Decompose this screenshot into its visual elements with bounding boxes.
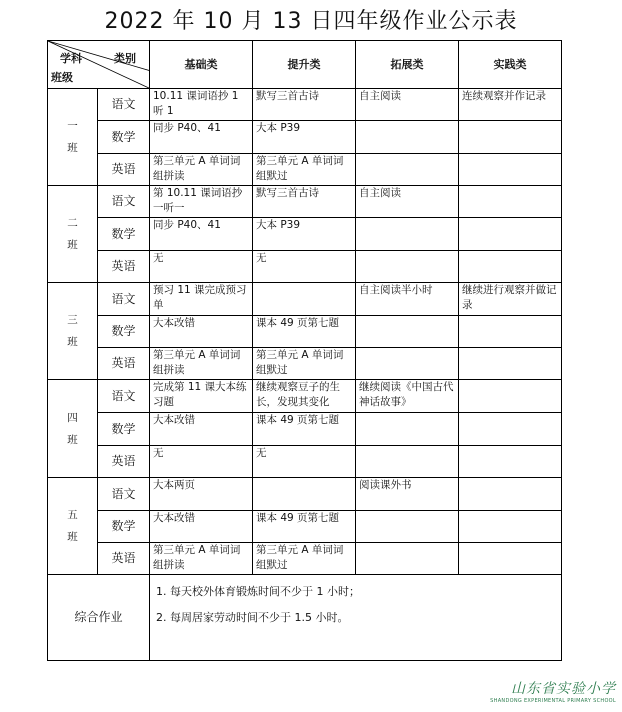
cell-advanced: 第三单元 A 单词词组默过 <box>253 348 356 380</box>
cell-basic: 第 10.11 课词语抄一听一 <box>150 186 253 218</box>
table-row <box>48 446 562 478</box>
table-row <box>48 413 562 446</box>
class-name-char: 班 <box>67 531 78 543</box>
cell-basic: 预习 11 课完成预习单 <box>150 283 253 316</box>
class-name-char: 班 <box>67 239 78 251</box>
class-name-cell <box>48 380 98 478</box>
cell-basic: 大本两页 <box>150 478 253 511</box>
class-name-char: 五 <box>67 509 78 521</box>
table-row <box>48 511 562 543</box>
summary-row <box>48 575 562 661</box>
cell-extension: 阅读课外书 <box>356 478 459 511</box>
cell-practice <box>459 251 562 283</box>
cell-extension <box>356 446 459 478</box>
cell-advanced <box>253 283 356 316</box>
cell-basic: 第三单元 A 单词词组拼读 <box>150 154 253 186</box>
subject-cell: 语文 <box>98 186 150 218</box>
logo-subtext: SHANDONG EXPERIMENTAL PRIMARY SCHOOL <box>490 698 616 704</box>
cell-practice <box>459 413 562 446</box>
cell-practice <box>459 121 562 154</box>
summary-item: 2. 每周居家劳动时间不少于 1.5 小时。 <box>156 611 349 624</box>
summary-content <box>150 575 562 661</box>
cell-practice <box>459 478 562 511</box>
cell-basic: 第三单元 A 单词词组拼读 <box>150 348 253 380</box>
subject-cell: 语文 <box>98 89 150 121</box>
cell-advanced: 默写三首古诗 <box>253 89 356 121</box>
table-row <box>48 316 562 348</box>
cell-extension <box>356 121 459 154</box>
cell-advanced: 无 <box>253 446 356 478</box>
cell-advanced: 课本 49 页第七题 <box>253 413 356 446</box>
subject-cell: 数学 <box>98 413 150 446</box>
cell-advanced <box>253 478 356 511</box>
cell-advanced: 课本 49 页第七题 <box>253 316 356 348</box>
summary-item: 1. 每天校外体育锻炼时间不少于 1 小时； <box>156 585 360 598</box>
cell-practice <box>459 446 562 478</box>
cell-practice <box>459 543 562 575</box>
cell-basic: 同步 P40、41 <box>150 121 253 154</box>
summary-label: 综合作业 <box>48 575 150 661</box>
cell-advanced: 继续观察豆子的生长，发现其变化 <box>253 380 356 413</box>
class-name-char: 班 <box>67 433 78 446</box>
cell-extension: 继续阅读《中国古代神话故事》 <box>356 380 459 413</box>
cell-advanced: 默写三首古诗 <box>253 186 356 218</box>
cell-practice <box>459 316 562 348</box>
subject-cell: 数学 <box>98 218 150 251</box>
corner-label-subject: 学科 <box>60 52 82 65</box>
cell-extension <box>356 218 459 251</box>
cell-basic: 同步 P40、41 <box>150 218 253 251</box>
cell-basic: 大本改错 <box>150 511 253 543</box>
page-title: 2022 年 10 月 13 日四年级作业公示表 <box>104 9 518 34</box>
logo-text: 山东省实验小学 <box>511 681 616 697</box>
cell-extension <box>356 511 459 543</box>
class-name-char: 四 <box>67 411 78 424</box>
cell-practice <box>459 380 562 413</box>
class-name-cell <box>48 478 98 575</box>
corner-header <box>48 41 150 89</box>
cell-practice <box>459 511 562 543</box>
cell-practice: 继续进行观察并做记录 <box>459 283 562 316</box>
cell-extension: 自主阅读 <box>356 89 459 121</box>
cell-advanced: 大本 P39 <box>253 121 356 154</box>
column-header-practice: 实践类 <box>459 41 562 89</box>
subject-cell: 英语 <box>98 348 150 380</box>
homework-table <box>47 40 562 661</box>
table-row <box>48 154 562 186</box>
cell-practice <box>459 154 562 186</box>
cell-basic: 第三单元 A 单词词组拼读 <box>150 543 253 575</box>
cell-advanced: 课本 49 页第七题 <box>253 511 356 543</box>
column-header-advanced: 提升类 <box>253 41 356 89</box>
corner-label-class: 班级 <box>51 71 73 84</box>
cell-practice: 连续观察并作记录 <box>459 89 562 121</box>
subject-cell: 英语 <box>98 543 150 575</box>
cell-practice <box>459 218 562 251</box>
school-logo <box>490 678 616 704</box>
subject-cell: 语文 <box>98 478 150 511</box>
cell-extension <box>356 543 459 575</box>
subject-cell: 数学 <box>98 511 150 543</box>
column-header-basic: 基础类 <box>150 41 253 89</box>
table-row <box>48 478 562 511</box>
table-row <box>48 380 562 413</box>
corner-label-category: 类别 <box>114 52 136 65</box>
table-row <box>48 218 562 251</box>
cell-extension <box>356 348 459 380</box>
cell-extension <box>356 413 459 446</box>
cell-extension: 自主阅读半小时 <box>356 283 459 316</box>
cell-basic: 10.11 课词语抄 1 听 1 <box>150 89 253 121</box>
class-name-char: 二 <box>67 217 78 229</box>
subject-cell: 语文 <box>98 283 150 316</box>
table-row <box>48 89 562 121</box>
column-header-extension: 拓展类 <box>356 41 459 89</box>
cell-practice <box>459 186 562 218</box>
table-row <box>48 121 562 154</box>
cell-extension <box>356 251 459 283</box>
cell-advanced: 第三单元 A 单词词组默过 <box>253 154 356 186</box>
cell-basic: 完成第 11 课大本练习题 <box>150 380 253 413</box>
cell-practice <box>459 348 562 380</box>
subject-cell: 数学 <box>98 316 150 348</box>
table-row <box>48 543 562 575</box>
cell-basic: 无 <box>150 446 253 478</box>
header-row <box>48 41 562 89</box>
cell-basic: 无 <box>150 251 253 283</box>
subject-cell: 英语 <box>98 154 150 186</box>
cell-basic: 大本改错 <box>150 413 253 446</box>
class-name-char: 班 <box>67 336 78 348</box>
table-row <box>48 283 562 316</box>
subject-cell: 语文 <box>98 380 150 413</box>
class-name-cell <box>48 186 98 283</box>
cell-advanced: 无 <box>253 251 356 283</box>
cell-advanced: 第三单元 A 单词词组默过 <box>253 543 356 575</box>
cell-extension <box>356 154 459 186</box>
subject-cell: 英语 <box>98 251 150 283</box>
class-name-cell <box>48 89 98 186</box>
subject-cell: 数学 <box>98 121 150 154</box>
table-row <box>48 348 562 380</box>
class-name-cell <box>48 283 98 380</box>
table-row <box>48 251 562 283</box>
class-name-char: 班 <box>67 142 78 154</box>
table-row <box>48 186 562 218</box>
subject-cell: 英语 <box>98 446 150 478</box>
class-name-char: 三 <box>67 314 78 326</box>
class-name-char: 一 <box>67 120 78 132</box>
cell-extension <box>356 316 459 348</box>
cell-extension: 自主阅读 <box>356 186 459 218</box>
cell-basic: 大本改错 <box>150 316 253 348</box>
cell-advanced: 大本 P39 <box>253 218 356 251</box>
